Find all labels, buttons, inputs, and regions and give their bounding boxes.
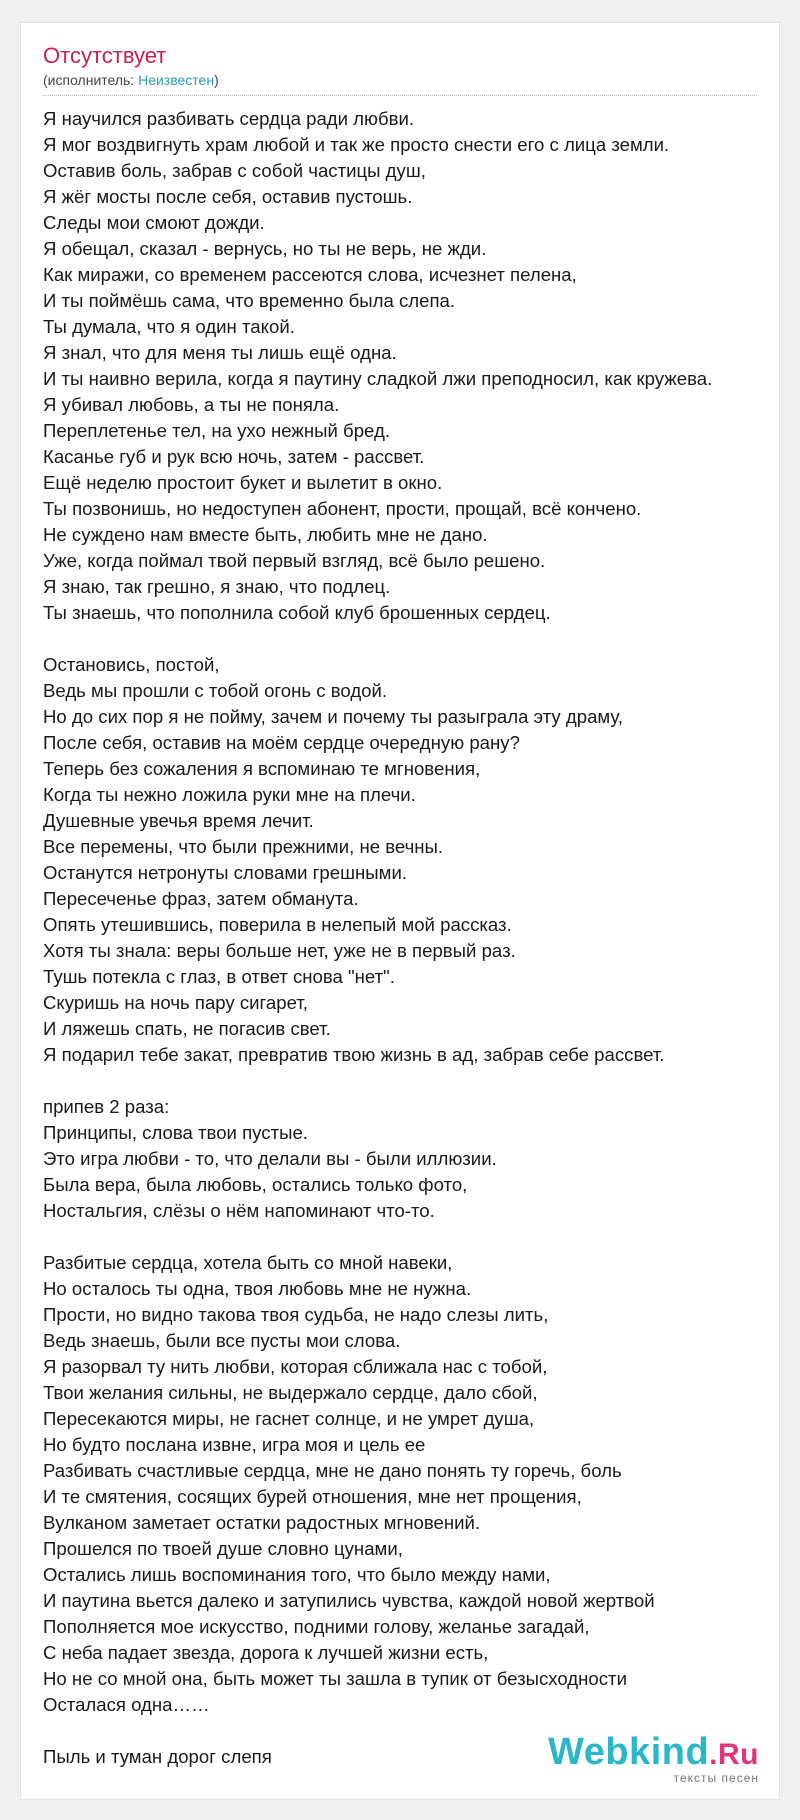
lyric-line: Скуришь на ночь пару сигарет, — [43, 992, 308, 1013]
lyric-line: Была вера, была любовь, остались только фото, — [43, 1174, 468, 1195]
performer-prefix: (исполнитель: — [43, 72, 139, 88]
lyric-line: Хотя ты знала: веры больше нет, уже не в первый раз. — [43, 940, 516, 961]
content-card — [20, 22, 780, 1800]
lyric-line: Разбитые сердца, хотела быть со мной навеки, — [43, 1252, 453, 1273]
song-header — [43, 43, 757, 89]
performer-link[interactable]: Неизвестен — [138, 72, 215, 88]
lyric-line: И ляжешь спать, не погасив свет. — [43, 1018, 331, 1039]
lyric-line: Не суждено нам вместе быть, любить мне не дано. — [43, 524, 488, 545]
lyric-line: И ты наивно верила, когда я паутину сладкой лжи преподносил, как кружева. — [43, 368, 713, 389]
lyric-line: Но до сих пор я не пойму, зачем и почему ты разыграла эту драму, — [43, 706, 624, 727]
lyric-line: Ты думала, что я один такой. — [43, 316, 295, 337]
lyric-line: После себя, оставив на моём сердце очередную рану? — [43, 732, 520, 753]
lyric-line: И паутина вьется далеко и затупились чувства, каждой новой жертвой — [43, 1590, 655, 1611]
logo-wordmark — [548, 1732, 759, 1775]
lyric-line: Ты знаешь, что пополнила собой клуб брошенных сердец. — [43, 602, 551, 623]
lyric-line: Но не со мной она, быть может ты зашла в тупик от безысходности — [43, 1668, 627, 1689]
stanza — [43, 652, 771, 1068]
stanza-gap — [43, 1068, 771, 1094]
lyric-line: Ты позвонишь, но недоступен абонент, прости, прощай, всё кончено. — [43, 498, 642, 519]
lyric-line: Я подарил тебе закат, превратив твою жизнь в ад, забрав себе рассвет. — [43, 1044, 665, 1065]
lyric-line: Уже, когда поймал твой первый взгляд, всё было решено. — [43, 550, 546, 571]
lyric-line: Разбивать счастливые сердца, мне не дано понять ту горечь, боль — [43, 1460, 622, 1481]
performer-suffix: ) — [214, 72, 219, 88]
lyric-line: Тушь потекла с глаз, в ответ снова "нет". — [43, 966, 395, 987]
lyric-line: Остались лишь воспоминания того, что было между нами, — [43, 1564, 551, 1585]
lyric-line: Я убивал любовь, а ты не поняла. — [43, 394, 340, 415]
lyric-line: Как миражи, со временем рассеются слова, исчезнет пелена, — [43, 264, 577, 285]
performer-line — [43, 71, 757, 89]
lyric-line: Останутся нетронуты словами грешными. — [43, 862, 408, 883]
lyrics-text — [43, 106, 771, 1770]
lyric-line: Остановись, постой, — [43, 654, 220, 675]
lyric-line: Принципы, слова твои пустые. — [43, 1122, 308, 1143]
stanza — [43, 106, 771, 626]
lyric-line: Прости, но видно такова твоя судьба, не надо слезы лить, — [43, 1304, 549, 1325]
lyric-line: С неба падает звезда, дорога к лучшей жизни есть, — [43, 1642, 489, 1663]
lyric-line: Я мог воздвигнуть храм любой и так же просто снести его с лица земли. — [43, 134, 670, 155]
lyric-line: Когда ты нежно ложила руки мне на плечи. — [43, 784, 416, 805]
lyric-line: Переплетенье тел, на ухо нежный бред. — [43, 420, 390, 441]
logo-suffix-text: .Ru — [709, 1738, 759, 1771]
lyric-line: Пополняется мое искусство, подними голову, желанье загадай, — [43, 1616, 590, 1637]
lyric-line: Я обещал, сказал - вернусь, но ты не верь, не жди. — [43, 238, 487, 259]
lyric-line: Пересеченье фраз, затем обманута. — [43, 888, 359, 909]
lyric-line: Осталася одна…… — [43, 1694, 210, 1715]
song-title: Отсутствует — [43, 43, 167, 68]
lyric-line: Это игра любви - то, что делали вы - были иллюзии. — [43, 1148, 497, 1169]
lyric-line: Ещё неделю простоит букет и вылетит в окно. — [43, 472, 443, 493]
lyric-line: Я разорвал ту нить любви, которая сближала нас с тобой, — [43, 1356, 548, 1377]
lyric-line: Следы мои смоют дожди. — [43, 212, 265, 233]
lyric-line: Я жёг мосты после себя, оставив пустошь. — [43, 186, 413, 207]
lyric-line: И те смятения, сосящих бурей отношения, мне нет прощения, — [43, 1486, 582, 1507]
lyric-line: Твои желания сильны, не выдержало сердце, дало сбой, — [43, 1382, 538, 1403]
stanza — [43, 1094, 771, 1224]
lyric-line: Ведь мы прошли с тобой огонь с водой. — [43, 680, 388, 701]
logo-tagline: тексты песен — [673, 1771, 759, 1785]
site-logo[interactable] — [548, 1732, 759, 1785]
logo-main-text: Webkind — [548, 1731, 710, 1773]
lyric-line: Пыль и туман дорог слепя — [43, 1746, 272, 1767]
stanza-gap — [43, 1224, 771, 1250]
lyric-line: Я знал, что для меня ты лишь ещё одна. — [43, 342, 397, 363]
stanza — [43, 1250, 771, 1718]
lyric-line: Пересекаются миры, не гаснет солнце, и не умрет душа, — [43, 1408, 535, 1429]
lyric-line: Опять утешившись, поверила в нелепый мой рассказ. — [43, 914, 512, 935]
lyric-line: припев 2 раза: — [43, 1096, 170, 1117]
lyric-line: Ностальгия, слёзы о нём напоминают что-то. — [43, 1200, 435, 1221]
lyric-line: Я научился разбивать сердца ради любви. — [43, 108, 415, 129]
lyric-line: Прошелся по твоей душе словно цунами, — [43, 1538, 403, 1559]
lyric-line: Но осталось ты одна, твоя любовь мне не нужна. — [43, 1278, 472, 1299]
lyric-line: Я знаю, так грешно, я знаю, что подлец. — [43, 576, 391, 597]
stanza-gap — [43, 626, 771, 652]
lyric-line: Вулканом заметает остатки радостных мгновений. — [43, 1512, 481, 1533]
header-divider — [43, 95, 757, 96]
lyric-line: Касанье губ и рук всю ночь, затем - рассвет. — [43, 446, 425, 467]
lyric-line: Все перемены, что были прежними, не вечны. — [43, 836, 444, 857]
lyric-line: Но будто послана извне, игра моя и цель ее — [43, 1434, 426, 1455]
lyric-line: Оставив боль, забрав с собой частицы душ, — [43, 160, 426, 181]
lyric-line: Теперь без сожаления я вспоминаю те мгновения, — [43, 758, 481, 779]
lyric-line: И ты поймёшь сама, что временно была слепа. — [43, 290, 456, 311]
lyric-line: Душевные увечья время лечит. — [43, 810, 314, 831]
lyric-line: Ведь знаешь, были все пусты мои слова. — [43, 1330, 401, 1351]
